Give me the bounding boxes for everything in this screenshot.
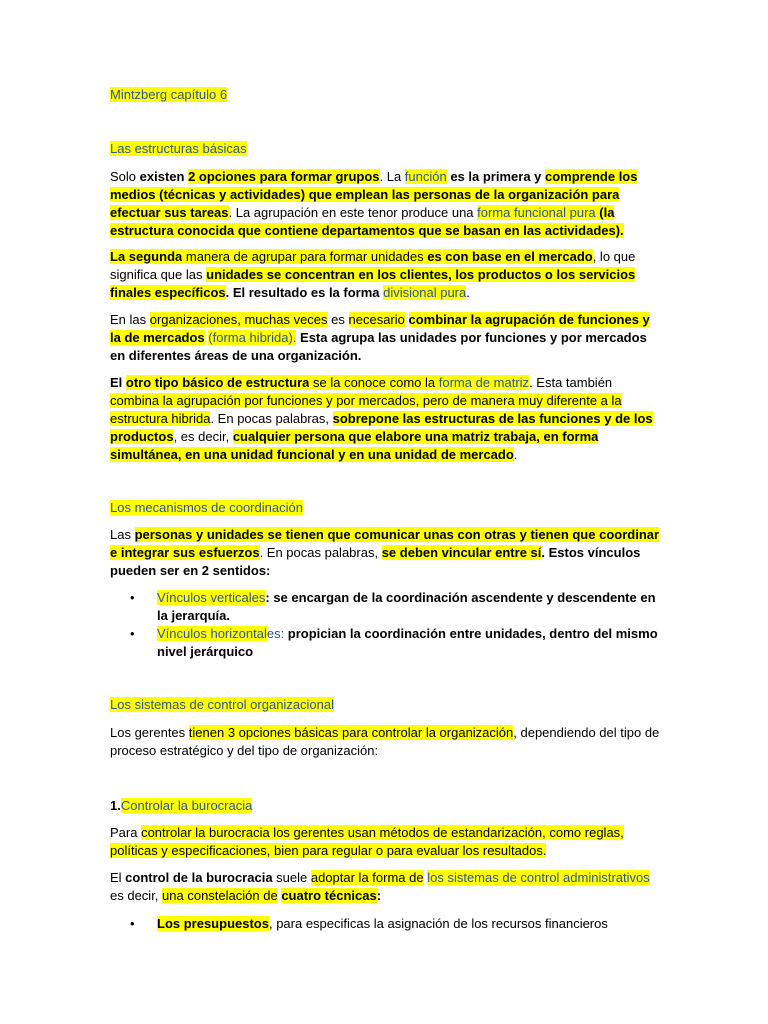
bullet-icon: •: [130, 590, 135, 605]
subheading-burocracia: 1.Controlar la burocracia: [110, 798, 253, 813]
paragraph-segunda: La segunda manera de agrupar para formar unidades es con base en el mercado, lo que significa que las unidades se concentran en los clientes, los productos o los servicios finales específicos. El resultado es la forma divisional pura.: [110, 249, 636, 300]
paragraph-hibrida: En las organizaciones, muchas veces es necesario combinar la agrupación de funciones y la de mercados (forma hibrida). Esta agrupa las unidades por funciones y por mercados en diferentes áreas de una organización.: [110, 312, 650, 363]
list-item: • Los presupuestos, para especificas la asignación de los recursos financieros: [130, 916, 608, 931]
title-text: Mintzberg capítulo 6: [110, 87, 228, 102]
list-item: • Vínculos horizontales: propician la coordinación entre unidades, dentro del mismo nivel jerárquico: [130, 626, 658, 659]
paragraph-matriz: El otro tipo básico de estructura se la conoce como la forma de matriz. Esta también combina la agrupación por funciones y por mercados, pero de manera muy diferente a la estructura hibrida. En pocas palabras, sobrepone las estructuras de las funciones y de los productos, es decir, cualquier persona que elabore una matriz trabaja, en forma simultánea, en una unidad funcional y en una unidad de mercado.: [110, 375, 653, 462]
paragraph-tecnicas: El control de la burocracia suele adoptar la forma de los sistemas de control administrativos es decir, una constelación de cuatro técnicas:: [110, 870, 650, 903]
vinculos-list: [110, 589, 660, 661]
paragraph-opciones: Solo existen 2 opciones para formar grupos. La función es la primera y comprende los medios (técnicas y actividades) que emplean las personas de la organización para efectuar sus tareas. La agrupación en este tenor produce una forma funcional pura (la estructura conocida que contiene departamentos que se basan en las actividades).: [110, 169, 638, 238]
document-title: [110, 86, 660, 104]
paragraph-gerentes: Los gerentes tienen 3 opciones básicas para controlar la organización, dependiendo del tipo de proceso estratégico y del tipo de organización:: [110, 725, 660, 758]
paragraph-estandarizacion: Para controlar la burocracia los gerentes usan métodos de estandarización, como reglas, políticas y especificaciones, bien para regular o para evaluar los resultados.: [110, 825, 624, 858]
bullet-icon: •: [130, 916, 135, 931]
paragraph-vinculos: Las personas y unidades se tienen que comunicar unas con otras y tienen que coordinar e integrar sus esfuerzos. En pocas palabras, se deben vincular entre sí. Estos vínculos pueden ser en 2 sentidos:: [110, 527, 660, 578]
bullet-icon: •: [130, 626, 135, 641]
tecnicas-list: [110, 915, 660, 933]
list-item: • Vínculos verticales: se encargan de la coordinación ascendente y descendente en la jerarquía.: [130, 590, 656, 623]
section-heading-mecanismos: Los mecanismos de coordinación: [110, 500, 303, 515]
section-heading-control: Los sistemas de control organizacional: [110, 697, 335, 712]
section-heading-estructuras: Las estructuras básicas: [110, 141, 247, 156]
